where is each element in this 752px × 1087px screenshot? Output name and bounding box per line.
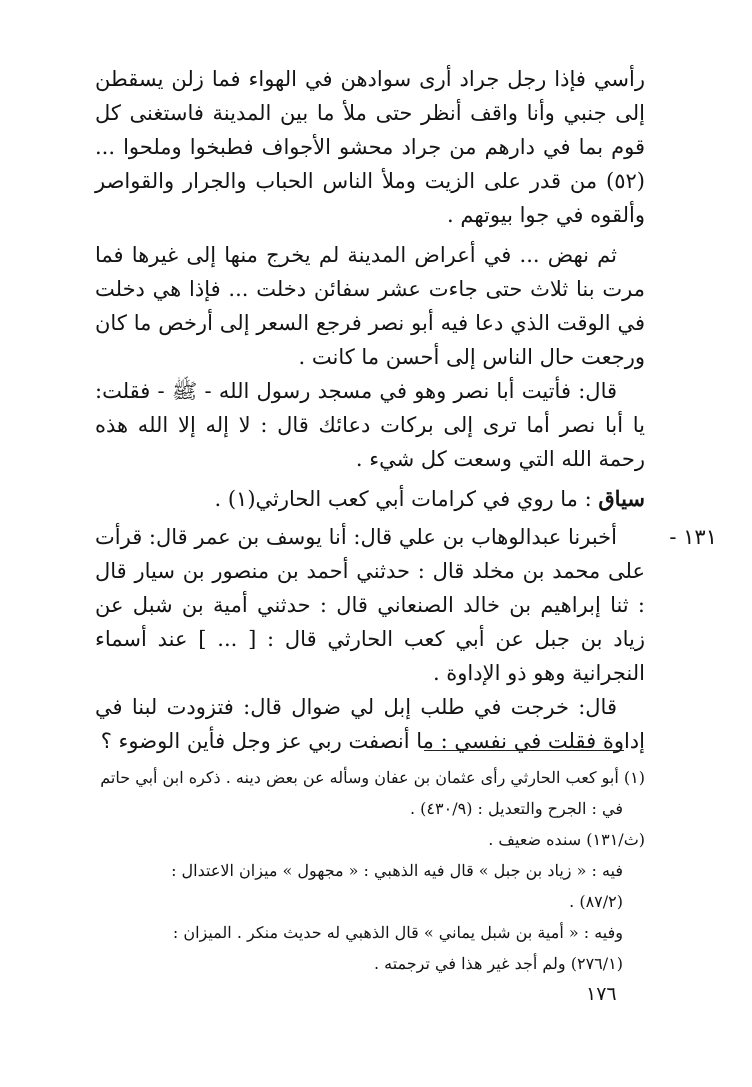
siyaq-heading [95, 482, 645, 516]
footnote-1-line-2: في : الجرح والتعديل : (٤٣٠/٩) . [410, 799, 623, 818]
hadith-number: ١٣١ - [669, 525, 717, 549]
footnotes [95, 762, 645, 979]
footnote-2-line-5: (٢٧٦/١) ولم أجد غير هذا في ترجمته . [373, 954, 623, 973]
main-text [95, 62, 717, 758]
paragraph-3: قال: فأتيت أبا نصر وهو في مسجد رسول الله - ﷺ - فقلت: يا أبا نصر أما ترى إلى بركات دعائك قال : لا إله إلا الله هذه رحمة الله التي وسعت كل شيء . [95, 379, 645, 471]
paragraph-1: رأسي فإذا رجل جراد أرى سوادهن في الهواء فما زلن يسقطن إلى جنبي وأنا واقف أنظر حتى ملأ ما بين المدينة فاستغنى كل قوم بما في دارهم من جراد محشو الأجواف فطبخوا وملحوا ...(٥٢) من قدر على الزيت وملأ الناس الحباب والجرار والقواصر وألقوه في جوا بيوتهم . [95, 67, 645, 227]
footnote-1-line-1: (١) أبو كعب الحارثي رأى عثمان بن عفان وسأله عن بعض دينه . ذكره ابن أبي حاتم [100, 768, 645, 787]
footnote-2-line-2: فيه : « زياد بن جبل » قال فيه الذهبي : « مجهول » ميزان الاعتدال : [171, 861, 623, 880]
siyaq-label: سياق [598, 486, 645, 511]
footnote-2-line-3: (٨٧/٢) . [569, 892, 623, 911]
footnote-2-line-4: وفيه : « أمية بن شبل يماني » قال الذهبي له حديث منكر . الميزان : [172, 923, 623, 942]
hadith-isnad: أخبرنا عبدالوهاب بن علي قال: أنا يوسف بن عمر قال: قرأت على محمد بن مخلد قال : حدثني أحمد بن منصور بن سيار قال : ثنا إبراهيم بن خالد الصنعاني قال : حدثني أمية بن شبل عن زياد بن جبل عن أبي كعب الحارثي قال : [ ... ] عند أسماء النجرانية وهو ذو الإداوة . [95, 525, 645, 685]
footnote-separator [424, 750, 624, 751]
footnote-2-line-1: (ث/١٣١) سنده ضعيف . [488, 830, 645, 849]
page-number: ١٧٦ [586, 983, 617, 1005]
siyaq-title: : ما روي في كرامات أبي كعب الحارثي(١) . [214, 487, 592, 511]
paragraph-2: ثم نهض ... في أعراض المدينة لم يخرج منها إلى غيرها فما مرت بنا ثلاث حتى جاءت عشر سفائن دخلت ... فإذا هي دخلت في الوقت الذي دعا فيه أبو نصر فرجع السعر إلى أرخص ما كان ورجعت حال الناس إلى أحسن ما كانت . [95, 243, 645, 369]
hadith-block [95, 520, 717, 690]
paragraph-4: قال: خرجت في طلب إبل لي ضوال قال: فتزودت لبنا في إداوة فقلت في نفسي : ما أنصفت ربي عز وجل فأين الوضوء ؟ [95, 695, 645, 753]
